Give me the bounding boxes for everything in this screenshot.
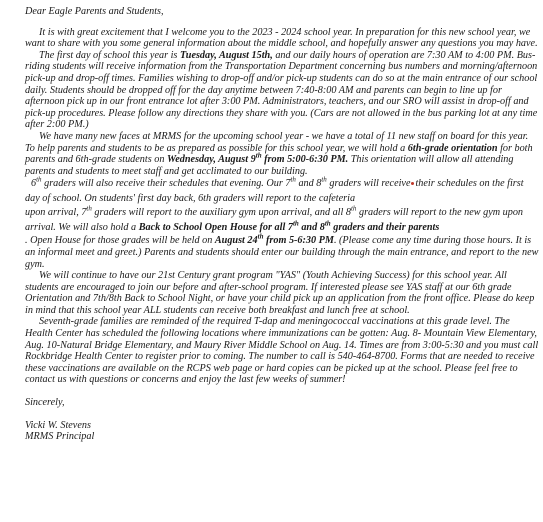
p3-text-c: for both parents and 6th-grade students on — [25, 142, 533, 166]
letter-body — [25, 6, 539, 443]
paragraph-yas-program: We will continue to have our 21st Century grant program "YAS" (Youth Achieving Success) for this school year. All students are encouraged to join our before and after-school program. If interested please see YAS staff at our 6th grade Orientation and 7th/8th Back to School Night, or have your child pick up an application from the front office. Please do keep in mind that this school year ALL students can receive both breakfast and lunch free at school. — [25, 270, 535, 316]
orientation-date: Wednesday, August 9th from 5:00-6:30 PM. — [166, 151, 349, 166]
paragraph-open-house: . Open House for those grades will be held on August 24th from 5-6:30 PM. (Please come any time during those hours. It is an informal meet and greet.) Parents and students should enter our building through the main entrance, and report to the new gym. — [25, 232, 539, 270]
paragraph-first-day — [25, 50, 539, 131]
orientation-event: 6th-grade orientation — [407, 142, 498, 154]
paragraph-orientation — [25, 131, 539, 177]
salutation: Dear Eagle Parents and Students, — [25, 6, 164, 17]
paragraph-vaccinations: Seventh-grade families are reminded of the required T-dap and meningococcal vaccinations at this grade level. The Health Center has scheduled the following locations where immunizations can be gotten: Aug. 8- Mountain View Elementary, Aug. 10-Natural Bridge Elementary, and Maury River Middle School on Aug. 14. Times are from 3:00-5:30 and you must call Rockbridge Health Center to register prior to coming. The number to call is 540-464-8700. Forms that are needed to receive these vaccinations are available on the RCPS web page or hard copies can be picked up at the school. Please feel free to contact us with questions or concerns and enjoy the last few weeks of summer! — [25, 316, 539, 386]
p2-text-a: The first day of school this year is — [39, 49, 180, 61]
signature-name: Vicki W. Stevens — [25, 419, 91, 431]
first-day-date: Tuesday, August 15th, — [179, 49, 273, 61]
closing: Sincerely, — [25, 397, 65, 409]
signature-title: MRMS Principal — [25, 431, 95, 443]
p3-text-f: This orientation will allow all attending parents and students to meet staff and get acclimated to our building. — [25, 154, 514, 177]
paragraph-welcome: It is with great excitement that I welcome you to the 2023 - 2024 school year. In preparation for this new school year, we want to share with you some general information about the middle school, and hopefully answer any questions you may have. — [25, 26, 538, 50]
paragraph-schedules: 6th graders will also receive their schedules that evening. Our 7th and 8th graders will receive their schedules on the first day of school. On students' first day back, 6th graders will report to the cafeteria upon arrival, 7th graders will report to the auxiliary gym upon arrival, and all 8th graders will report to the new gym upon arrival. We will also hold a Back to School Open House for all 7th and 8th graders and their parents — [25, 175, 524, 233]
p3-text-a: We have many new faces at MRMS for the upcoming school year - we have a total of 11 new staff on board for this year. To help parents and students to be as prepared as possible for this school year, we will hold a — [25, 130, 529, 154]
open-house-date: August 24th from 5-6:30 PM — [214, 232, 334, 247]
open-house-event: Back to School Open House for all 7th and 8th graders and their parents — [138, 219, 440, 233]
p2-text-c: and our daily hours of operation are 7:30 AM to 4:00 PM. Bus-riding students will receive information from the Transportation Department concerning bus numbers and morning/afternoon pick-up and drop-off times. Families wishing to drop-off and/or pick-up students can do so at the main entrance of our school daily. Students should be dropped off for the day anytime between 7:40-8:00 AM and parents can begin to line up for afternoon pick up in our front entrance lot after 3:00 PM. Administrators, teachers, and our SRO will assist in drop-off and pick-up procedures. Please follow any directions they share with you. (Cars are not allowed in the bus parking lot at any time after 2:00 PM.) — [25, 49, 538, 131]
